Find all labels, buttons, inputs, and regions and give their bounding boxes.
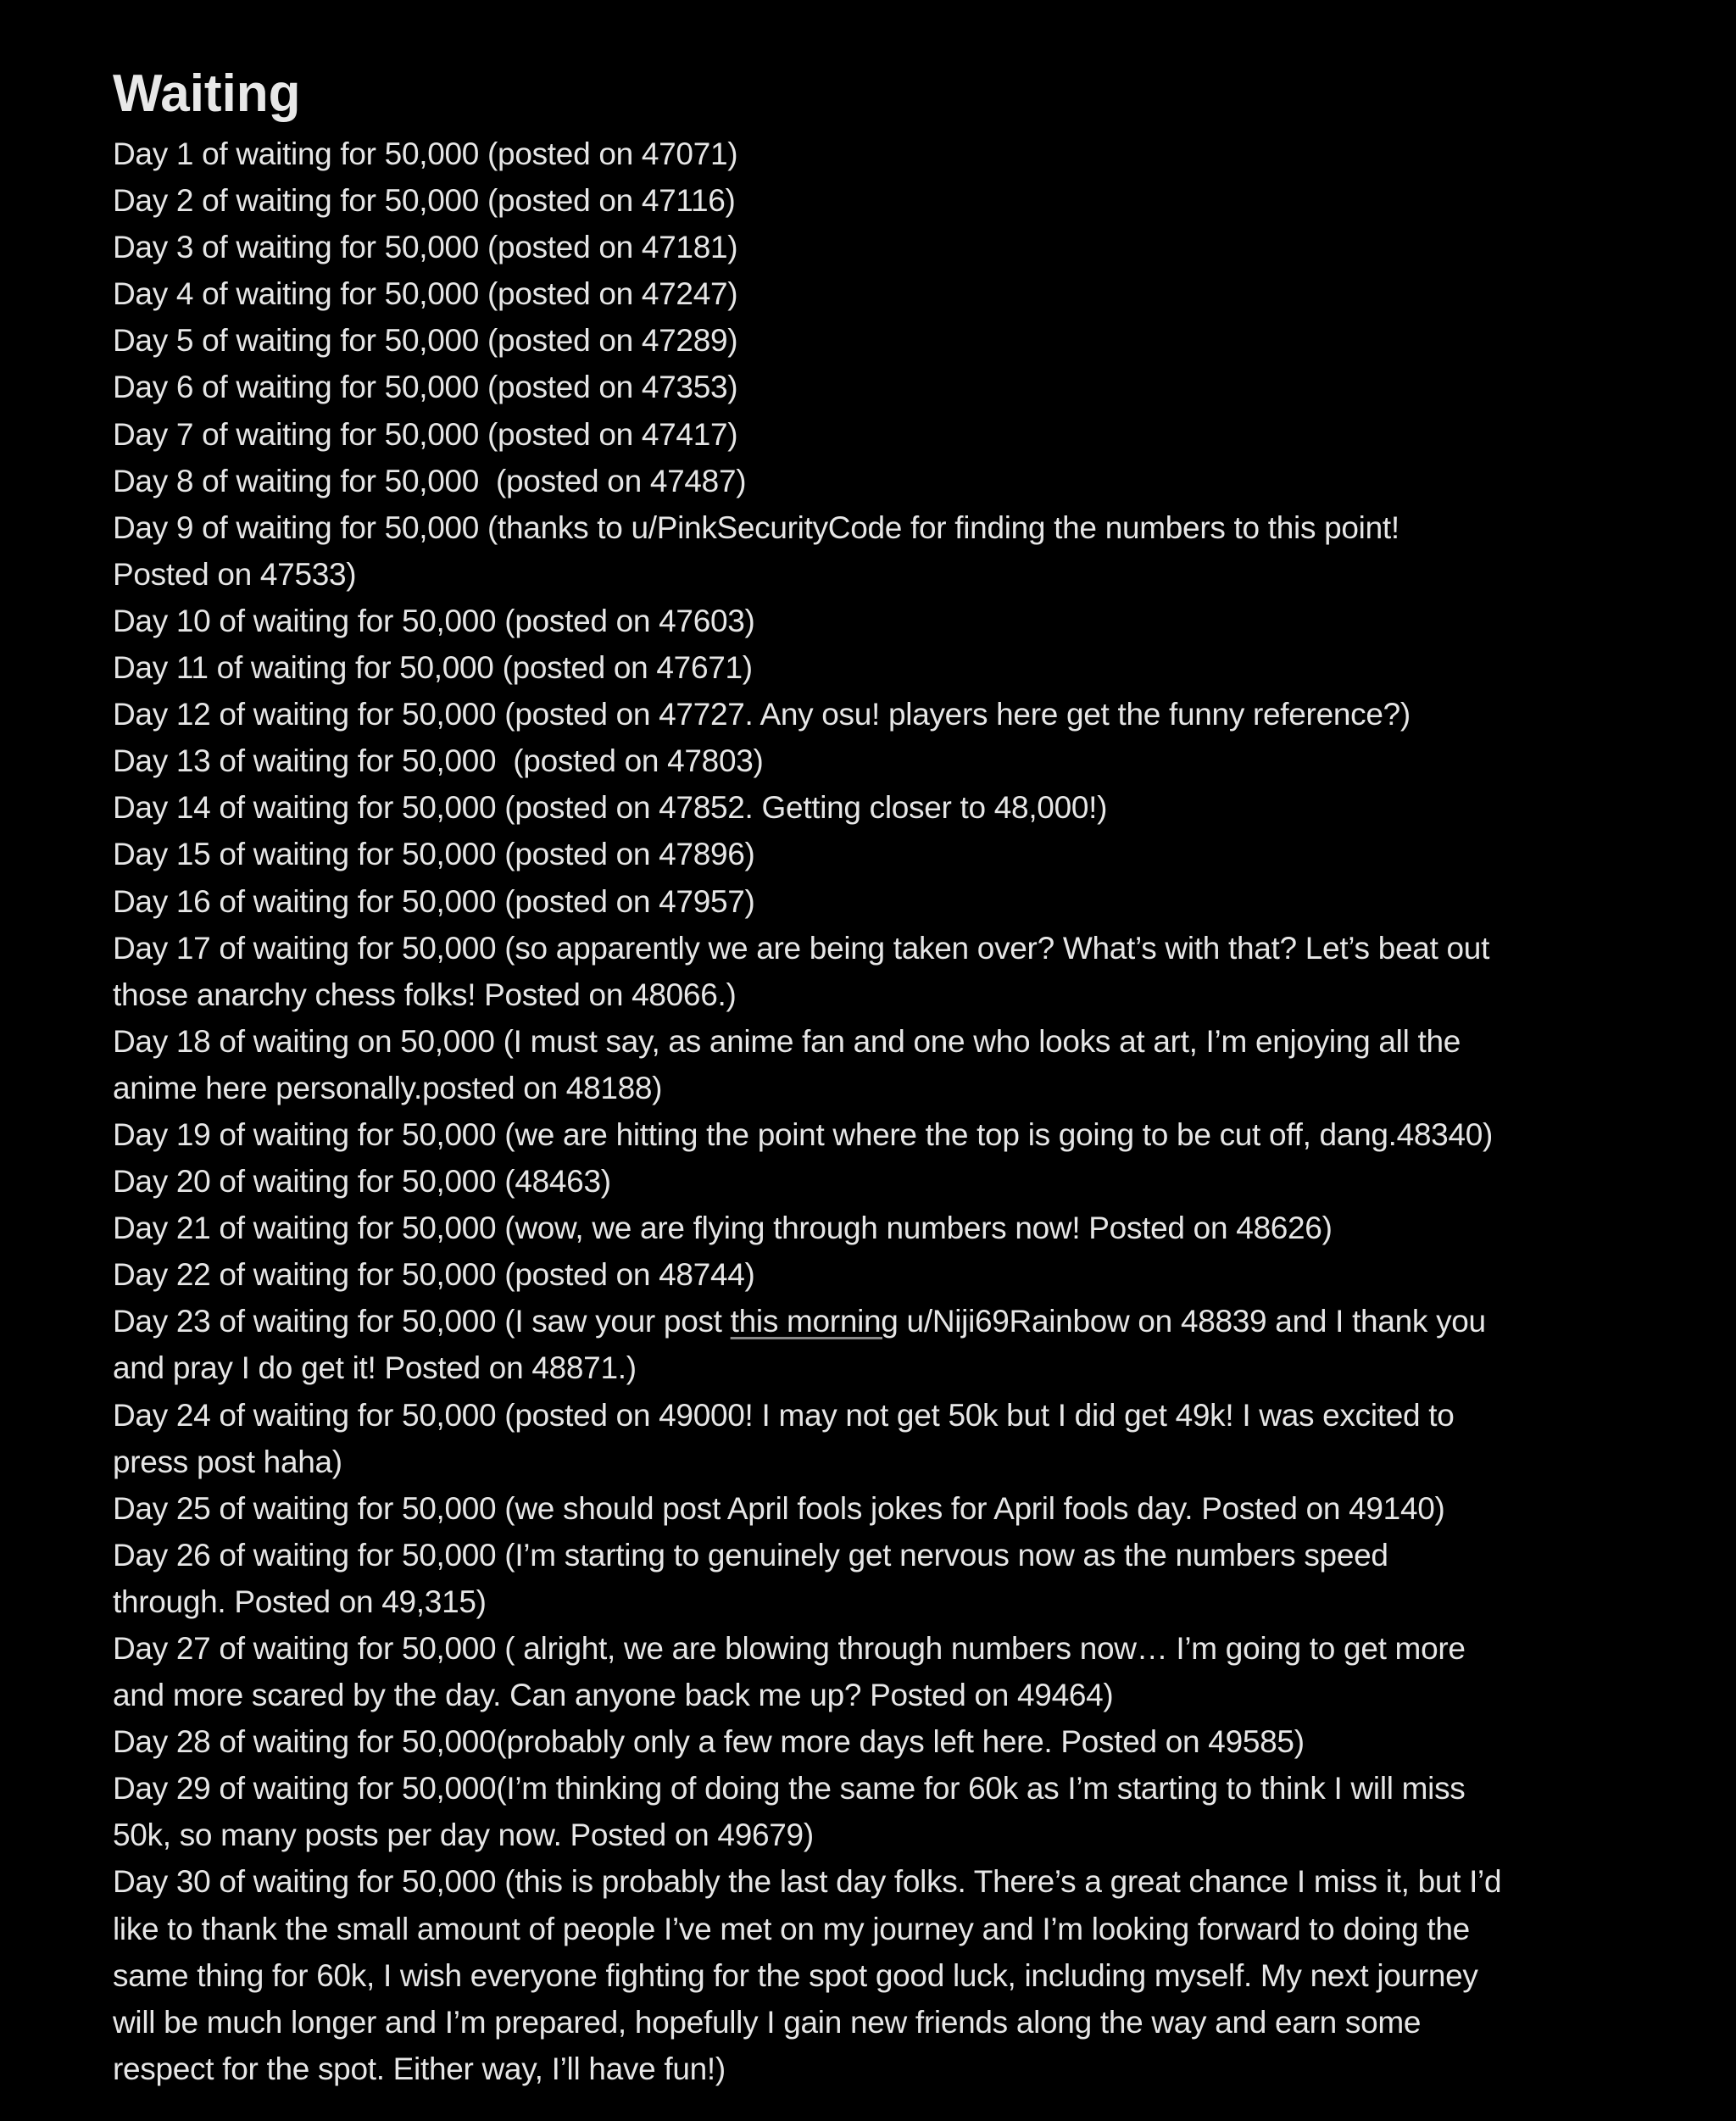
note-line: Day 27 of waiting for 50,000 ( alright, we are blowing through numbers now… I’m going to get more — [113, 1631, 1466, 1666]
note-line-day-23 — [113, 1298, 1630, 1344]
note-line: Day 4 of waiting for 50,000 (posted on 47247) — [113, 276, 738, 312]
note-line: Day 29 of waiting for 50,000(I’m thinking of doing the same for 60k as I’m starting to think I will miss — [113, 1771, 1466, 1806]
note-line: Day 22 of waiting for 50,000 (posted on 48744) — [113, 1257, 755, 1293]
note-line: and more scared by the day. Can anyone back me up? Posted on 49464) — [113, 1678, 1114, 1713]
note-line: Day 1 of waiting for 50,000 (posted on 47071) — [113, 136, 738, 171]
note-line: Day 26 of waiting for 50,000 (I’m starting to genuinely get nervous now as the numbers speed — [113, 1537, 1388, 1573]
note-line: Day 7 of waiting for 50,000 (posted on 47417) — [113, 416, 738, 452]
note-line: Day 11 of waiting for 50,000 (posted on 47671) — [113, 650, 753, 686]
note-line: Day 20 of waiting for 50,000 (48463) — [113, 1164, 611, 1200]
note-line: Day 16 of waiting for 50,000 (posted on 47957) — [113, 883, 755, 919]
note-line: Day 25 of waiting for 50,000 (we should post April fools jokes for April fools day. Posted on 49140) — [113, 1490, 1445, 1526]
note-line: Day 2 of waiting for 50,000 (posted on 47116) — [113, 183, 736, 219]
note-line: Day 3 of waiting for 50,000 (posted on 47181) — [113, 230, 738, 265]
note-line: Day 21 of waiting for 50,000 (wow, we are flying through numbers now! Posted on 48626) — [113, 1211, 1333, 1246]
note-line: Day 9 of waiting for 50,000 (thanks to u/PinkSecurityCode for finding the numbers to this point! — [113, 509, 1399, 545]
note-line: anime here personally.posted on 48188) — [113, 1070, 663, 1105]
note-line: press post haha) — [113, 1444, 342, 1479]
note-line: Day 6 of waiting for 50,000 (posted on 47353) — [113, 370, 738, 405]
line-text: Day 23 of waiting for 50,000 (I saw your post — [113, 1304, 731, 1339]
note-line: those anarchy chess folks! Posted on 48066.) — [113, 977, 737, 1012]
note-line: Day 12 of waiting for 50,000 (posted on 47727. Any osu! players here get the funny reference?) — [113, 697, 1410, 732]
note-line: Day 28 of waiting for 50,000(probably only a few more days left here. Posted on 49585) — [113, 1724, 1305, 1760]
note-line: through. Posted on 49,315) — [113, 1584, 487, 1619]
note — [113, 59, 1630, 2092]
note-line: Day 24 of waiting for 50,000 (posted on 49000! I may not get 50k but I did get 49k! I was excited to — [113, 1397, 1455, 1433]
note-line: will be much longer and I’m prepared, hopefully I gain new friends along the way and earn some — [113, 2004, 1422, 2040]
note-line: Day 18 of waiting on 50,000 (I must say, as anime fan and one who looks at art, I’m enjoying all the — [113, 1023, 1461, 1059]
note-line: same thing for 60k, I wish everyone fighting for the spot good luck, including myself. My next journey — [113, 1957, 1478, 1993]
note-line: like to thank the small amount of people I’ve met on my journey and I’m looking forward to doing the — [113, 1911, 1470, 1946]
line-text: u/Niji69Rainbow on 48839 and I thank you — [898, 1304, 1486, 1339]
note-line: Day 5 of waiting for 50,000 (posted on 47289) — [113, 323, 738, 359]
note-line: Day 17 of waiting for 50,000 (so apparently we are being taken over? What’s with that? Let’s beat out — [113, 930, 1490, 966]
note-line: Day 8 of waiting for 50,000 (posted on 47487) — [113, 463, 747, 498]
this-morning-link[interactable]: this morning — [730, 1304, 899, 1339]
note-line: 50k, so many posts per day now. Posted on 49679) — [113, 1818, 814, 1853]
note-line: Posted on 47533) — [113, 556, 357, 592]
note-line: Day 15 of waiting for 50,000 (posted on 47896) — [113, 837, 755, 872]
note-line: and pray I do get it! Posted on 48871.) — [113, 1350, 637, 1386]
note-line: Day 13 of waiting for 50,000 (posted on 47803) — [113, 743, 764, 779]
note-line: respect for the spot. Either way, I’ll have fun!) — [113, 2051, 726, 2086]
note-line: Day 30 of waiting for 50,000 (this is probably the last day folks. There’s a great chance I miss it, but I’d — [113, 1864, 1502, 1900]
note-body[interactable] — [113, 131, 1630, 2092]
note-line: Day 14 of waiting for 50,000 (posted on 47852. Getting closer to 48,000!) — [113, 790, 1108, 826]
note-title: Waiting — [113, 64, 301, 123]
note-line: Day 19 of waiting for 50,000 (we are hitting the point where the top is going to be cut off, dang.48340) — [113, 1116, 1494, 1152]
note-line: Day 10 of waiting for 50,000 (posted on 47603) — [113, 603, 755, 638]
